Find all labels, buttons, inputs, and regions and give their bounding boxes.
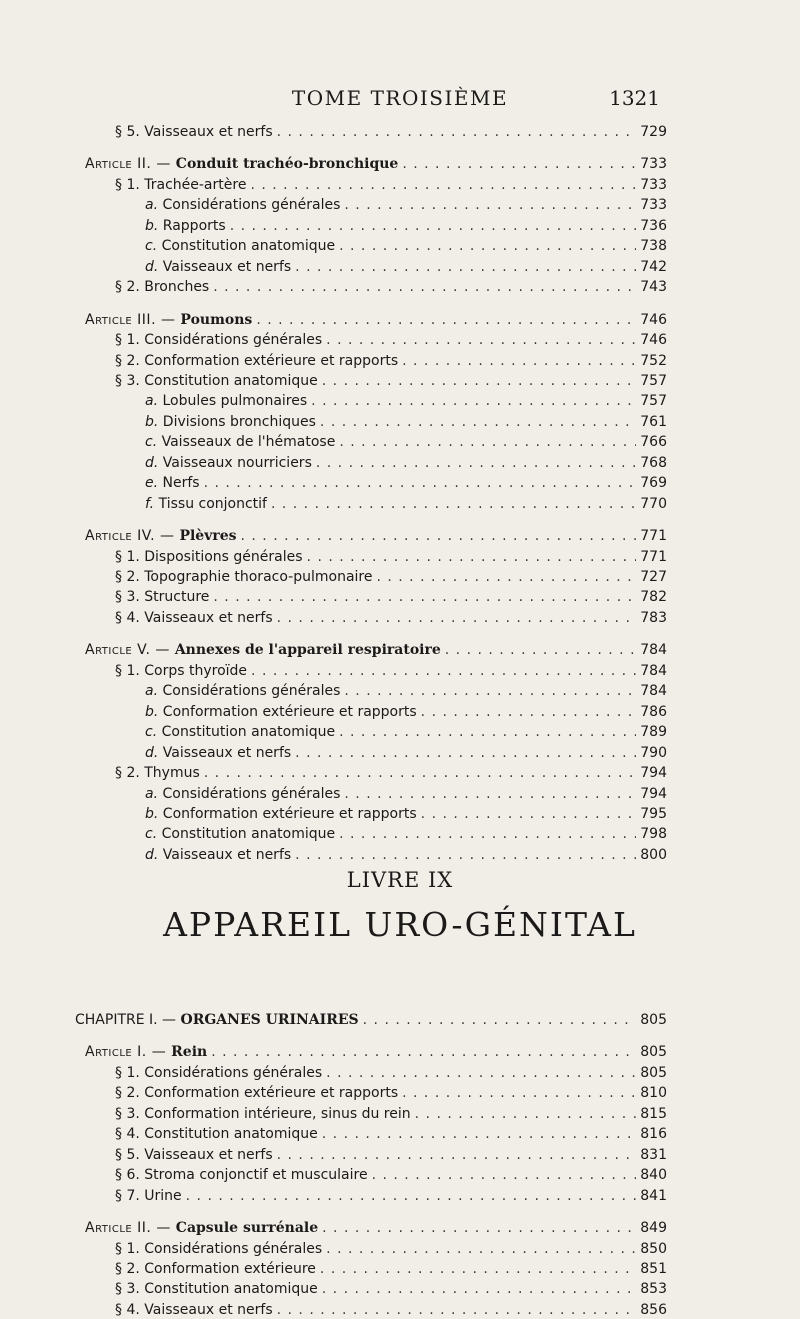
dot-leader — [372, 1166, 637, 1184]
toc-entry-prefix: CHAPITRE I. — — [75, 1012, 181, 1028]
toc-entry-page: 757 — [640, 393, 667, 410]
toc-entry-page: 769 — [640, 475, 667, 492]
toc-entry-page: 742 — [640, 258, 667, 275]
toc-entry-letter: a. — [145, 393, 159, 410]
toc-entry-label: § 1. Trachée-artère — [115, 176, 247, 193]
livre-title: APPAREIL URO-GÉNITAL — [163, 905, 637, 944]
dot-leader — [326, 331, 636, 349]
dot-leader — [277, 123, 637, 141]
toc-entry-page: 856 — [640, 1301, 667, 1318]
toc-entry-para — [115, 1187, 667, 1205]
toc-entry-sub — [145, 703, 667, 721]
toc-entry-label — [145, 703, 417, 721]
toc-entry-label — [85, 1219, 318, 1237]
dot-leader — [307, 548, 637, 566]
toc-entry-letter: d. — [145, 454, 159, 471]
toc-entry-text: Constitution anatomique — [161, 724, 336, 741]
toc-entry-title: Capsule surrénale — [175, 1220, 319, 1237]
toc-entry-label — [145, 413, 316, 431]
toc-entry-label: § 1. Considérations générales — [115, 332, 323, 349]
toc-entry-para — [115, 278, 667, 296]
toc-entry-article — [85, 527, 667, 545]
toc-entry-sub — [145, 495, 667, 513]
toc-entry-letter: d. — [145, 258, 159, 275]
toc-entry-text: Vaisseaux et nerfs — [162, 744, 292, 761]
toc-entry-label — [145, 474, 200, 492]
dot-leader — [213, 588, 636, 606]
toc-entry-label: § 2. Topographie thoraco-pulmonaire — [115, 569, 373, 585]
dot-leader — [230, 217, 637, 235]
toc-entry-page: 831 — [640, 1146, 667, 1163]
toc-entry-article — [85, 311, 667, 329]
dot-leader — [320, 413, 636, 431]
dot-leader — [256, 311, 636, 329]
toc-entry-label: § 7. Urine — [115, 1187, 182, 1204]
toc-entry-label — [145, 723, 335, 741]
toc-entry-prefix: Article V. — — [85, 642, 175, 659]
toc-entry-para — [115, 176, 667, 194]
dot-leader — [322, 1219, 636, 1237]
toc-entry-label: § 3. Constitution anatomique — [115, 1281, 318, 1298]
dot-leader — [339, 723, 636, 741]
toc-entry-article — [85, 641, 667, 659]
toc-entry-sub — [145, 196, 667, 214]
toc-entry-para — [115, 1301, 667, 1319]
toc-entry-article — [85, 155, 667, 173]
toc-entry-title: Plèvres — [179, 528, 237, 545]
toc-entry-letter: c. — [145, 724, 158, 741]
dot-leader — [326, 1240, 636, 1258]
dot-leader — [344, 196, 636, 214]
toc-entry-page: 771 — [640, 548, 667, 565]
dot-leader — [402, 1084, 636, 1102]
toc-entry-sub — [145, 392, 667, 410]
toc-entry-text: Considérations générales — [162, 197, 341, 214]
toc-entry-chapter — [75, 1011, 667, 1029]
toc-entry-sub — [145, 846, 667, 864]
toc-entry-para — [115, 1240, 667, 1258]
toc-entry-para — [115, 1125, 667, 1143]
toc-entry-sub — [145, 785, 667, 803]
toc-entry-label — [145, 433, 335, 451]
toc-entry-label: § 4. Vaisseaux et nerfs — [115, 609, 273, 626]
toc-entry-prefix: Article I. — — [85, 1044, 172, 1061]
toc-entry-para — [115, 1280, 667, 1298]
toc-entry-letter: c. — [145, 238, 158, 255]
toc-entry-para — [115, 1166, 667, 1184]
toc-entry-page: 784 — [640, 642, 667, 659]
toc-entry-para — [115, 1146, 667, 1164]
toc-entry-text: Constitution anatomique — [161, 826, 336, 843]
toc-entry-label — [85, 1043, 207, 1061]
toc-entry-text: Vaisseaux et nerfs — [162, 846, 292, 863]
dot-leader — [295, 258, 636, 276]
toc-entry-text: Vaisseaux nourriciers — [162, 454, 312, 471]
toc-entry-text: Nerfs — [162, 475, 200, 492]
dot-leader — [322, 1125, 637, 1143]
toc-entry-label — [145, 237, 335, 255]
toc-entry-label: § 1. Considérations générales — [115, 1064, 323, 1081]
toc-entry-page: 757 — [640, 372, 667, 389]
toc-entry-page: 789 — [640, 724, 667, 741]
toc-entry-label — [145, 196, 340, 214]
toc-entry-page: 805 — [640, 1044, 667, 1061]
toc-entry-letter: b. — [145, 805, 159, 822]
toc-entry-label — [145, 392, 307, 410]
dot-leader — [445, 641, 637, 659]
dot-leader — [211, 1043, 636, 1061]
toc-entry-letter: d. — [145, 744, 159, 761]
toc-entry-label: § 3. Structure — [115, 589, 210, 606]
toc-entry-para — [115, 352, 667, 370]
dot-leader — [204, 474, 637, 492]
dot-leader — [322, 1280, 637, 1298]
toc-entry-page: 784 — [640, 683, 667, 700]
dot-leader — [344, 785, 636, 803]
toc-entry-sub — [145, 682, 667, 700]
toc-entry-label — [145, 805, 417, 823]
toc-entry-page: 849 — [640, 1220, 667, 1237]
toc-entry-letter: b. — [145, 217, 159, 234]
toc-entry-para — [115, 1105, 667, 1123]
toc-entry-sub — [145, 723, 667, 741]
toc-entry-page: 736 — [640, 217, 667, 234]
dot-leader — [271, 495, 636, 513]
toc-entry-para — [115, 662, 667, 680]
dot-leader — [204, 764, 636, 782]
livre-label: LIVRE IX — [346, 868, 454, 892]
toc-entry-sub — [145, 258, 667, 276]
dot-leader — [376, 568, 636, 586]
toc-entry-page: 733 — [640, 156, 667, 173]
toc-entry-label: § 4. Constitution anatomique — [115, 1126, 318, 1143]
toc-entry-page: 786 — [640, 703, 667, 720]
toc-entry-page: 841 — [640, 1187, 667, 1204]
toc-entry-para — [115, 588, 667, 606]
dot-leader — [316, 454, 636, 472]
toc-entry-page: 851 — [640, 1260, 667, 1277]
toc-entry-page: 746 — [640, 332, 667, 349]
toc-entry-page: 816 — [640, 1126, 667, 1143]
toc-entry-text: Lobules pulmonaires — [162, 393, 308, 410]
toc-entry-letter: b. — [145, 703, 159, 720]
toc-entry-label: § 4. Vaisseaux et nerfs — [115, 1301, 273, 1318]
toc-entry-title: Poumons — [180, 311, 253, 328]
toc-entry-page: 805 — [640, 1064, 667, 1081]
dot-leader — [277, 1146, 637, 1164]
dot-leader — [339, 433, 636, 451]
toc-entry-page: 770 — [640, 495, 667, 512]
toc-entry-prefix: Article II. — — [85, 156, 176, 173]
toc-entry-label — [145, 217, 226, 235]
dot-leader — [250, 176, 636, 194]
toc-entry-label — [145, 846, 291, 864]
toc-entry-letter: e. — [145, 475, 159, 492]
toc-entry-page: 782 — [640, 589, 667, 606]
toc-entry-text: Vaisseaux de l'hématose — [161, 434, 336, 451]
toc-entry-label — [145, 825, 335, 843]
toc-entry-label — [145, 495, 267, 513]
toc-entry-page: 810 — [640, 1085, 667, 1102]
dot-leader — [415, 1105, 637, 1123]
toc-entry-label: § 2. Conformation extérieure et rapports — [115, 352, 399, 369]
toc-entry-prefix: Article III. — — [85, 311, 181, 328]
toc-entry-page: 729 — [640, 124, 667, 140]
toc-entry-text: Conformation extérieure et rapports — [162, 805, 417, 822]
toc-entry-label: § 5. Vaisseaux et nerfs — [115, 1146, 273, 1163]
toc-entry-sub — [145, 825, 667, 843]
toc-entry-para — [115, 568, 667, 586]
toc-entry-para — [115, 1064, 667, 1082]
toc-entry-label — [145, 454, 312, 472]
toc-entry-letter: d. — [145, 846, 159, 863]
toc-entry-para — [115, 764, 667, 782]
toc-entry-label — [75, 1011, 359, 1029]
toc-entry-page: 790 — [640, 744, 667, 761]
dot-leader — [295, 846, 636, 864]
toc-entry-page: 800 — [640, 846, 667, 863]
toc-entry-text: Considérations générales — [162, 785, 341, 802]
toc-entry-label: § 1. Considérations générales — [115, 1240, 323, 1257]
toc-entry-page: 733 — [640, 197, 667, 214]
toc-entry-label: § 3. Conformation intérieure, sinus du rein — [115, 1105, 411, 1122]
toc-entry-label: § 5. Vaisseaux et nerfs — [115, 124, 273, 140]
toc-entry-text: Rapports — [162, 217, 226, 234]
toc-entry-page: 795 — [640, 805, 667, 822]
toc-entry-letter: c. — [145, 826, 158, 843]
dot-leader — [339, 237, 636, 255]
dot-leader — [402, 352, 636, 370]
toc-entry-sub — [145, 237, 667, 255]
dot-leader — [344, 682, 636, 700]
page-number: 1321 — [609, 86, 660, 110]
dot-leader — [326, 1064, 636, 1082]
toc-entry-label: § 1. Corps thyroïde — [115, 662, 248, 679]
toc-entry-sub — [145, 744, 667, 762]
toc-entry-para — [115, 1084, 667, 1102]
toc-entry-para — [115, 1260, 667, 1278]
toc-entry-label — [145, 682, 340, 700]
toc-entry-text: Vaisseaux et nerfs — [162, 258, 292, 275]
toc-entry-letter: a. — [145, 683, 159, 700]
toc-entry-page: 766 — [640, 434, 667, 451]
toc-entry-prefix: Article II. — — [85, 1220, 176, 1237]
toc-entry-article — [85, 1043, 667, 1061]
dot-leader — [421, 805, 637, 823]
toc-entry-page: 853 — [640, 1281, 667, 1298]
toc-entry-page: 771 — [640, 528, 667, 545]
dot-leader — [277, 609, 637, 627]
dot-leader — [277, 1301, 637, 1319]
toc-entry-prefix: Article IV. — — [85, 528, 180, 545]
toc-entry-letter: c. — [145, 434, 158, 451]
dot-leader — [241, 527, 637, 545]
toc-entry-sub — [145, 413, 667, 431]
toc-entry-page: 727 — [640, 569, 667, 585]
toc-entry-para — [115, 548, 667, 566]
toc-entry-text: Constitution anatomique — [161, 238, 336, 255]
dot-leader — [186, 1187, 637, 1205]
toc-entry-label: § 3. Constitution anatomique — [115, 372, 318, 389]
toc-entry-para — [115, 372, 667, 390]
toc-entry-text: Conformation extérieure et rapports — [162, 703, 417, 720]
toc-entry-article — [85, 1219, 667, 1237]
toc-entry-sub — [145, 217, 667, 235]
dot-leader — [363, 1011, 637, 1029]
toc-entry-letter: a. — [145, 785, 159, 802]
toc-entry-page: 815 — [640, 1105, 667, 1122]
toc-entry-label: § 2. Conformation extérieure et rapports — [115, 1085, 399, 1102]
toc-entry-sub — [145, 474, 667, 492]
toc-entry-text: Tissu conjonctif — [158, 495, 267, 512]
toc-entry-page: 746 — [640, 311, 667, 328]
toc-entry-page: 743 — [640, 279, 667, 296]
toc-entry-sub — [145, 454, 667, 472]
toc-entry-sub — [145, 805, 667, 823]
toc-entry-page: 784 — [640, 662, 667, 679]
toc-entry-page: 805 — [640, 1012, 667, 1028]
toc-entry-label — [85, 641, 441, 659]
dot-leader — [402, 155, 636, 173]
toc-entry-label — [85, 311, 252, 329]
toc-entry-title: Rein — [171, 1044, 208, 1061]
toc-entry-label — [85, 155, 398, 173]
toc-entry-page: 794 — [640, 765, 667, 782]
toc-entry-label — [145, 258, 291, 276]
toc-entry-text: Divisions bronchiques — [162, 413, 316, 430]
toc-entry-page: 794 — [640, 785, 667, 802]
toc-entry-label — [145, 744, 291, 762]
toc-entry-label — [85, 527, 237, 545]
toc-entry-title: Conduit trachéo-bronchique — [175, 156, 399, 173]
toc-entry-title: ORGANES URINAIRES — [180, 1012, 359, 1028]
toc-entry-letter: a. — [145, 197, 159, 214]
toc-entry-page: 840 — [640, 1167, 667, 1184]
dot-leader — [339, 825, 636, 843]
toc-entry-page: 738 — [640, 238, 667, 255]
dot-leader — [251, 662, 636, 680]
toc-entry-text: Considérations générales — [162, 683, 341, 700]
running-title: TOME TROISIÈME — [291, 86, 509, 110]
toc-entry-para — [115, 123, 667, 141]
toc-entry-label: § 2. Conformation extérieure — [115, 1260, 316, 1277]
toc-entry-page: 733 — [640, 176, 667, 193]
toc-entry-label: § 6. Stroma conjonctif et musculaire — [115, 1167, 368, 1184]
toc-entry-page: 798 — [640, 826, 667, 843]
toc-entry-label — [145, 785, 340, 803]
dot-leader — [320, 1260, 636, 1278]
toc-entry-label: § 2. Thymus — [115, 765, 200, 782]
toc-entry-para — [115, 331, 667, 349]
dot-leader — [421, 703, 637, 721]
toc-entry-page: 783 — [640, 609, 667, 626]
page-header — [0, 86, 800, 116]
toc-entry-page: 768 — [640, 454, 667, 471]
toc-entry-label: § 1. Dispositions générales — [115, 548, 303, 565]
toc-entry-title: Annexes de l'appareil respiratoire — [174, 642, 441, 659]
dot-leader — [213, 278, 636, 296]
toc-entry-page: 752 — [640, 352, 667, 369]
dot-leader — [295, 744, 636, 762]
toc-entry-sub — [145, 433, 667, 451]
toc-entry-para — [115, 609, 667, 627]
toc-entry-letter: b. — [145, 413, 159, 430]
dot-leader — [322, 372, 637, 390]
toc-entry-page: 761 — [640, 413, 667, 430]
toc-entry-label: § 2. Bronches — [115, 279, 210, 296]
toc-entry-letter: f. — [145, 495, 155, 512]
dot-leader — [311, 392, 636, 410]
toc-entry-page: 850 — [640, 1240, 667, 1257]
